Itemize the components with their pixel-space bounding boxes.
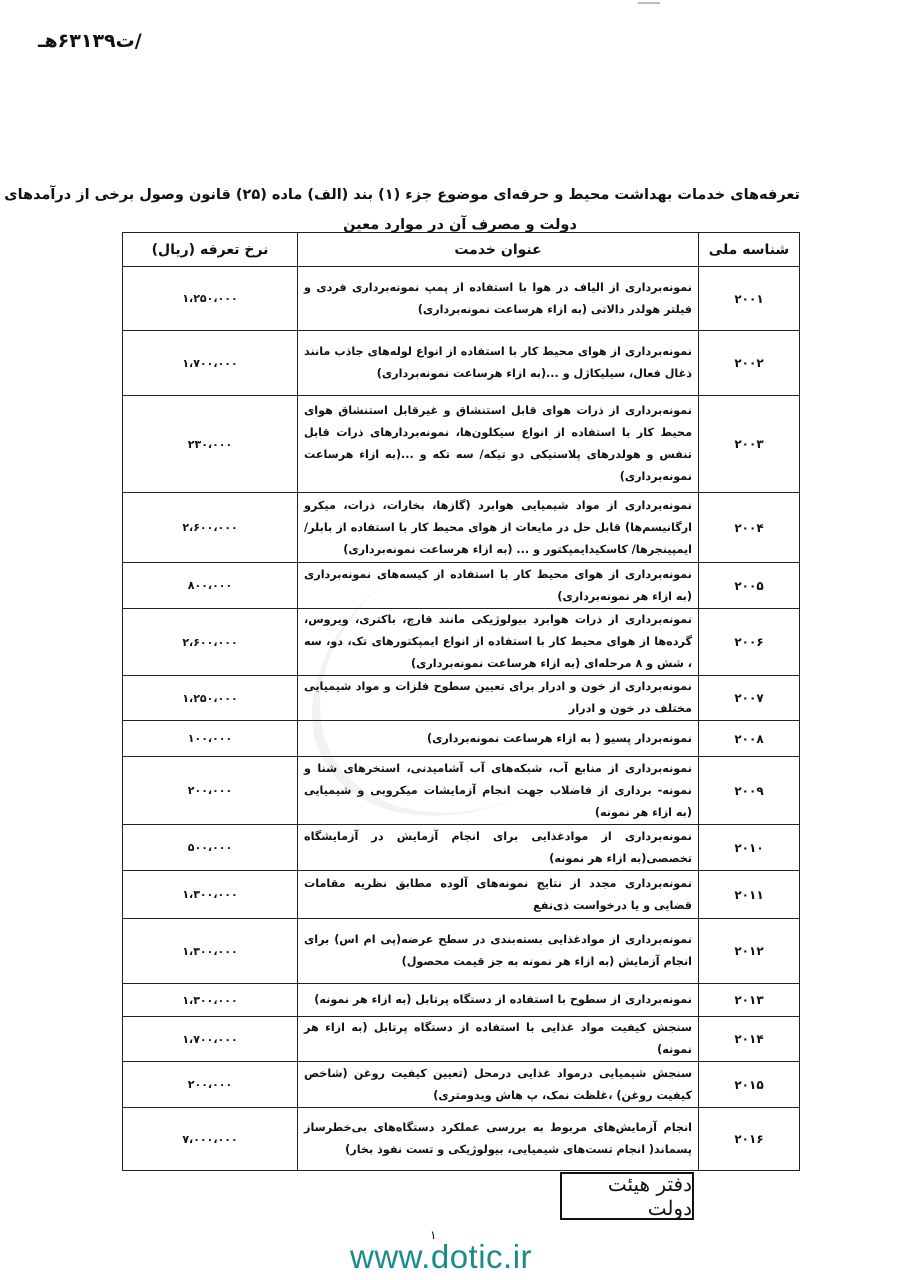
service-title-cell: نمونه‌برداری از مواد شیمیایی هوابرد (گازها، بخارات، ذرات، میکرو ارگانیسم‌ها) قابل حل در مایعات از هوای محیط کار با استفاده از بابلر/ ایمپینجرها/ کاسکیدایمپکتور و ... (به ازاء هرساعت نمونه‌برداری) bbox=[298, 493, 699, 563]
table-row bbox=[123, 563, 800, 609]
tariff-rate-cell: ۱،۲۵۰،۰۰۰ bbox=[123, 267, 298, 331]
tariff-rate-cell: ۷،۰۰۰،۰۰۰ bbox=[123, 1108, 298, 1171]
tariff-rate-cell: ۱،۳۰۰،۰۰۰ bbox=[123, 919, 298, 984]
table-row bbox=[123, 1062, 800, 1108]
service-title-cell: نمونه‌برداری از الیاف در هوا با استفاده از پمپ نمونه‌برداری فردی و فیلتر هولدر دالاتی (به ازاء هرساعت نمونه‌برداری) bbox=[298, 267, 699, 331]
tariff-rate-cell: ۲،۶۰۰،۰۰۰ bbox=[123, 609, 298, 676]
scan-mark bbox=[638, 2, 660, 4]
tariff-table bbox=[122, 232, 800, 1171]
page-number: ۱ bbox=[430, 1228, 437, 1242]
table-row bbox=[123, 1108, 800, 1171]
title-line-1: تعرفه‌های خدمات بهداشت محیط و حرفه‌ای موضوع جزء (۱) بند (الف) ماده (۲۵) قانون وصول برخی از درآمدهای bbox=[4, 187, 800, 203]
service-title-cell: سنجش کیفیت مواد غذایی با استفاده از دستگاه پرتابل (به ازاء هر نمونه) bbox=[298, 1017, 699, 1062]
service-title-cell: نمونه‌برداری از ذرات هوابرد بیولوژیکی مانند قارچ، باکتری، ویروس، گرده‌ها از هوای محیط کار با استفاده از انواع ایمپکتورهای تک، دو، سه ، شش و ۸ مرحله‌ای (به ازاء هرساعت نمونه‌برداری) bbox=[298, 609, 699, 676]
national-id-cell: ۲۰۰۶ bbox=[699, 609, 800, 676]
table-row bbox=[123, 721, 800, 757]
tariff-rate-cell: ۵۰۰،۰۰۰ bbox=[123, 825, 298, 871]
tariff-rate-cell: ۱،۳۰۰،۰۰۰ bbox=[123, 984, 298, 1017]
tariff-rate-cell: ۲،۶۰۰،۰۰۰ bbox=[123, 493, 298, 563]
website-link[interactable]: www.dotic.ir bbox=[350, 1238, 533, 1275]
table-row bbox=[123, 676, 800, 721]
table-row bbox=[123, 609, 800, 676]
table-row bbox=[123, 825, 800, 871]
national-id-cell: ۲۰۰۳ bbox=[699, 396, 800, 493]
service-title-cell: نمونه‌برداری از ذرات هوای قابل استنشاق و غیرقابل استنشاق هوای محیط کار با استفاده از انواع سیکلون‌ها، نمونه‌بردارهای ذرات قابل تنفس و هولدرهای پلاستیکی دو تیکه/ سه تکه و ...(به ازاء هرساعت نمونه‌برداری) bbox=[298, 396, 699, 493]
header-tariff-rate: نرخ تعرفه (ریال) bbox=[123, 233, 298, 267]
tariff-rate-cell: ۱،۳۰۰،۰۰۰ bbox=[123, 871, 298, 919]
table-row bbox=[123, 396, 800, 493]
national-id-cell: ۲۰۱۴ bbox=[699, 1017, 800, 1062]
service-title-cell: نمونه‌برداری از هوای محیط کار با استفاده از انواع لوله‌های جاذب مانند ذغال فعال، سیلیکاژل و ...(به ازاء هرساعت نمونه‌برداری) bbox=[298, 331, 699, 396]
table-row bbox=[123, 919, 800, 984]
national-id-cell: ۲۰۱۲ bbox=[699, 919, 800, 984]
table-row bbox=[123, 871, 800, 919]
tariff-rate-cell: ۱۰۰،۰۰۰ bbox=[123, 721, 298, 757]
table-row bbox=[123, 1017, 800, 1062]
cabinet-office-stamp: دفتر هیئت دولت bbox=[560, 1172, 694, 1220]
table-header-row bbox=[123, 233, 800, 267]
national-id-cell: ۲۰۰۴ bbox=[699, 493, 800, 563]
national-id-cell: ۲۰۱۵ bbox=[699, 1062, 800, 1108]
header-national-id: شناسه ملی bbox=[699, 233, 800, 267]
service-title-cell: نمونه‌برداری مجدد از نتایج نمونه‌های آلوده مطابق نظریه مقامات قضایی و یا درخواست ذی‌نفع bbox=[298, 871, 699, 919]
national-id-cell: ۲۰۰۸ bbox=[699, 721, 800, 757]
table-row bbox=[123, 331, 800, 396]
title-line-2: دولت و مصرف آن در موارد معین bbox=[343, 217, 577, 233]
national-id-cell: ۲۰۱۱ bbox=[699, 871, 800, 919]
service-title-cell: نمونه‌برداری از منابع آب، شبکه‌های آب آشامیدنی، استخرهای شنا و نمونه- برداری از فاضلاب جهت انجام آزمایشات میکروبی و شیمیایی (به ازاء هر نمونه) bbox=[298, 757, 699, 825]
national-id-cell: ۲۰۱۰ bbox=[699, 825, 800, 871]
service-title-cell: نمونه‌برداری از هوای محیط کار با استفاده از کیسه‌های نمونه‌برداری (به ازاء هر نمونه‌برداری) bbox=[298, 563, 699, 609]
tariff-rate-cell: ۸۰۰،۰۰۰ bbox=[123, 563, 298, 609]
tariff-rate-cell: ۲۰۰،۰۰۰ bbox=[123, 1062, 298, 1108]
table-row bbox=[123, 267, 800, 331]
service-title-cell: نمونه‌برداری از خون و ادرار برای تعیین سطوح فلزات و مواد شیمیایی مختلف در خون و ادرار bbox=[298, 676, 699, 721]
tariff-rate-cell: ۱،۷۰۰،۰۰۰ bbox=[123, 1017, 298, 1062]
tariff-rate-cell: ۱،۷۰۰،۰۰۰ bbox=[123, 331, 298, 396]
national-id-cell: ۲۰۰۷ bbox=[699, 676, 800, 721]
national-id-cell: ۲۰۰۵ bbox=[699, 563, 800, 609]
service-title-cell: نمونه‌برداری از سطوح با استفاده از دستگاه پرتابل (به ازاء هر نمونه) bbox=[298, 984, 699, 1017]
service-title-cell: نمونه‌برداری از موادغذایی بسته‌بندی در سطح عرضه(پی ام اس) برای انجام آزمایش (به ازاء هر نمونه به جز قیمت محصول) bbox=[298, 919, 699, 984]
national-id-cell: ۲۰۰۲ bbox=[699, 331, 800, 396]
national-id-cell: ۲۰۱۶ bbox=[699, 1108, 800, 1171]
service-title-cell: نمونه‌بردار پسیو ( به ازاء هرساعت نمونه‌برداری) bbox=[298, 721, 699, 757]
service-title-cell: نمونه‌برداری از موادغذایی برای انجام آزمایش در آزمایشگاه تخصصی(به ازاء هر نمونه) bbox=[298, 825, 699, 871]
tariff-rate-cell: ۲۰۰،۰۰۰ bbox=[123, 757, 298, 825]
table-row bbox=[123, 493, 800, 563]
tariff-rate-cell: ۲۳۰،۰۰۰ bbox=[123, 396, 298, 493]
reference-number: /ت۶۳۱۳۹هـ bbox=[38, 30, 142, 52]
national-id-cell: ۲۰۱۳ bbox=[699, 984, 800, 1017]
tariff-rate-cell: ۱،۲۵۰،۰۰۰ bbox=[123, 676, 298, 721]
national-id-cell: ۲۰۰۱ bbox=[699, 267, 800, 331]
header-service-title: عنوان خدمت bbox=[298, 233, 699, 267]
service-title-cell: سنجش شیمیایی درمواد غذایی درمحل (تعیین کیفیت روغن (شاخص کیفیت روغن) ،غلظت نمک، پ هاش ویدومتری) bbox=[298, 1062, 699, 1108]
table-row bbox=[123, 757, 800, 825]
national-id-cell: ۲۰۰۹ bbox=[699, 757, 800, 825]
document-title bbox=[4, 180, 800, 240]
table-row bbox=[123, 984, 800, 1017]
service-title-cell: انجام آزمایش‌های مربوط به بررسی عملکرد دستگاه‌های بی‌خطرساز پسماند( انجام تست‌های شیمیایی، بیولوژیکی و تست نفوذ بخار) bbox=[298, 1108, 699, 1171]
